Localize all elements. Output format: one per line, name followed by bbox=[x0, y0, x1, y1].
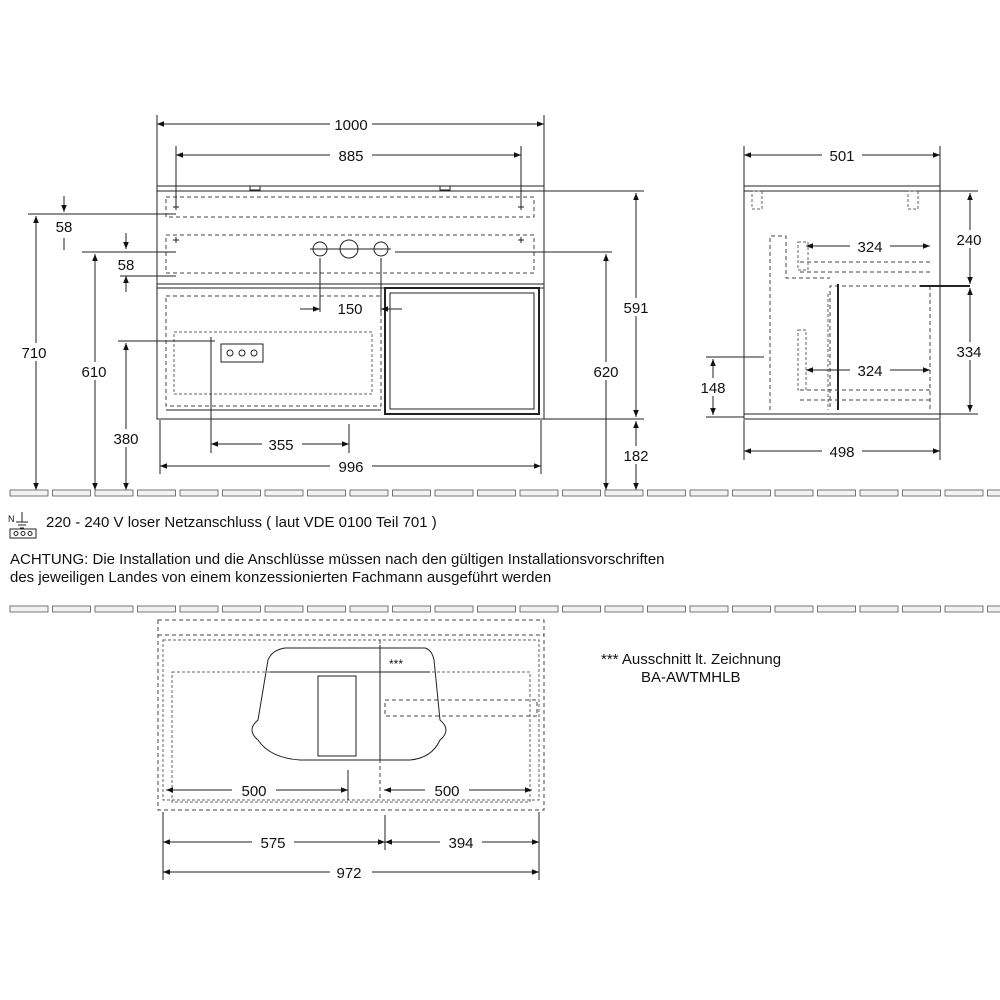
basin-outline bbox=[252, 648, 446, 760]
floor-tile bbox=[95, 490, 133, 496]
dim-width-972: 972 bbox=[336, 865, 362, 882]
floor-tile bbox=[95, 606, 133, 612]
dim-offset-575: 575 bbox=[260, 835, 286, 852]
floor-tile bbox=[138, 606, 176, 612]
floor-tile bbox=[648, 606, 686, 612]
dim-height-182: 182 bbox=[623, 448, 649, 465]
floor-tile bbox=[350, 490, 388, 496]
warning-line-1: ACHTUNG: Die Installation und die Anschlüsse müssen nach den gültigen Installationsvorschriften bbox=[10, 551, 665, 568]
floor-tile bbox=[478, 606, 516, 612]
front-view bbox=[18, 115, 654, 490]
floor-tile bbox=[605, 490, 643, 496]
floor-tile bbox=[435, 606, 473, 612]
floor-tile bbox=[860, 490, 898, 496]
floor-tile bbox=[180, 490, 218, 496]
dim-offset-top: 58 bbox=[55, 219, 73, 236]
dim-height-591: 591 bbox=[623, 300, 649, 317]
floor-tile bbox=[988, 606, 1000, 612]
dim-drawer-right: 500 bbox=[434, 783, 460, 800]
dim-width-total: 1000 bbox=[334, 117, 368, 134]
floor-tile bbox=[903, 606, 941, 612]
floor-tile bbox=[350, 606, 388, 612]
floor-tile bbox=[605, 606, 643, 612]
top-view bbox=[158, 620, 544, 882]
cutout-note-line-1: *** Ausschnitt lt. Zeichnung bbox=[601, 651, 782, 668]
socket-icon bbox=[221, 344, 263, 362]
floor-tile bbox=[945, 490, 983, 496]
floor-tile bbox=[733, 490, 771, 496]
dim-depth-total: 501 bbox=[829, 148, 855, 165]
tap-icon bbox=[310, 240, 391, 258]
floor-tile bbox=[393, 606, 431, 612]
dim-depth-lower: 324 bbox=[857, 363, 883, 380]
dim-offset-second: 58 bbox=[117, 257, 135, 274]
floor-tile bbox=[733, 606, 771, 612]
dim-height-total: 710 bbox=[21, 345, 47, 362]
floor-tile bbox=[393, 490, 431, 496]
warning-line-2: des jeweiligen Landes von einem konzessionierten Fachmann ausgeführt werden bbox=[10, 569, 552, 586]
floor-tile bbox=[223, 490, 261, 496]
dim-height-610: 610 bbox=[81, 364, 107, 381]
floor-tile bbox=[265, 490, 303, 496]
floor-tile bbox=[520, 606, 558, 612]
dim-height-240: 240 bbox=[956, 232, 982, 249]
floor-tile bbox=[435, 490, 473, 496]
power-note: 220 - 240 V loser Netzanschluss ( laut VDE 0100 Teil 701 ) bbox=[46, 514, 437, 531]
floor-tile bbox=[563, 490, 601, 496]
dim-height-620: 620 bbox=[593, 364, 619, 381]
dim-tap-spacing: 150 bbox=[337, 301, 363, 318]
floor-tile bbox=[520, 490, 558, 496]
floor-tile bbox=[308, 490, 346, 496]
floor-tile bbox=[690, 606, 728, 612]
floor-tile bbox=[223, 606, 261, 612]
floor-tile bbox=[775, 490, 813, 496]
dim-width-bottom: 996 bbox=[338, 459, 364, 476]
floor-tile bbox=[818, 606, 856, 612]
floor-tile bbox=[945, 606, 983, 612]
floor-tile bbox=[648, 490, 686, 496]
side-view bbox=[698, 146, 988, 461]
floor-tile bbox=[265, 606, 303, 612]
cutout-marker: *** bbox=[389, 657, 404, 671]
floor-tile bbox=[988, 490, 1000, 496]
floor-tile bbox=[180, 606, 218, 612]
dim-height-380: 380 bbox=[113, 431, 139, 448]
dim-height-148: 148 bbox=[700, 380, 726, 397]
floor-tile bbox=[860, 606, 898, 612]
dim-socket-offset: 355 bbox=[268, 437, 294, 454]
floor-tile bbox=[775, 606, 813, 612]
dim-drawer-left: 500 bbox=[241, 783, 267, 800]
floor-tile bbox=[10, 490, 48, 496]
dim-offset-394: 394 bbox=[448, 835, 474, 852]
floor-tile bbox=[10, 606, 48, 612]
dim-depth-bottom: 498 bbox=[829, 444, 855, 461]
cutout-note-line-2: BA-AWTMHLB bbox=[641, 669, 741, 686]
floor-tile bbox=[478, 490, 516, 496]
dim-depth-upper: 324 bbox=[857, 239, 883, 256]
floor-tile bbox=[818, 490, 856, 496]
floor-tile bbox=[308, 606, 346, 612]
floor-tile bbox=[53, 606, 91, 612]
floor-tiles-upper bbox=[10, 490, 1000, 496]
floor-tile bbox=[690, 490, 728, 496]
floor-tile bbox=[903, 490, 941, 496]
floor-tiles-lower bbox=[10, 606, 1000, 612]
svg-text:N: N bbox=[8, 514, 15, 524]
dim-width-inner: 885 bbox=[338, 148, 364, 165]
floor-tile bbox=[53, 490, 91, 496]
right-door bbox=[385, 288, 539, 414]
dim-height-334: 334 bbox=[956, 344, 982, 361]
floor-tile bbox=[138, 490, 176, 496]
floor-tile bbox=[563, 606, 601, 612]
side-outline bbox=[744, 186, 940, 419]
ground-symbol-icon bbox=[8, 512, 36, 538]
